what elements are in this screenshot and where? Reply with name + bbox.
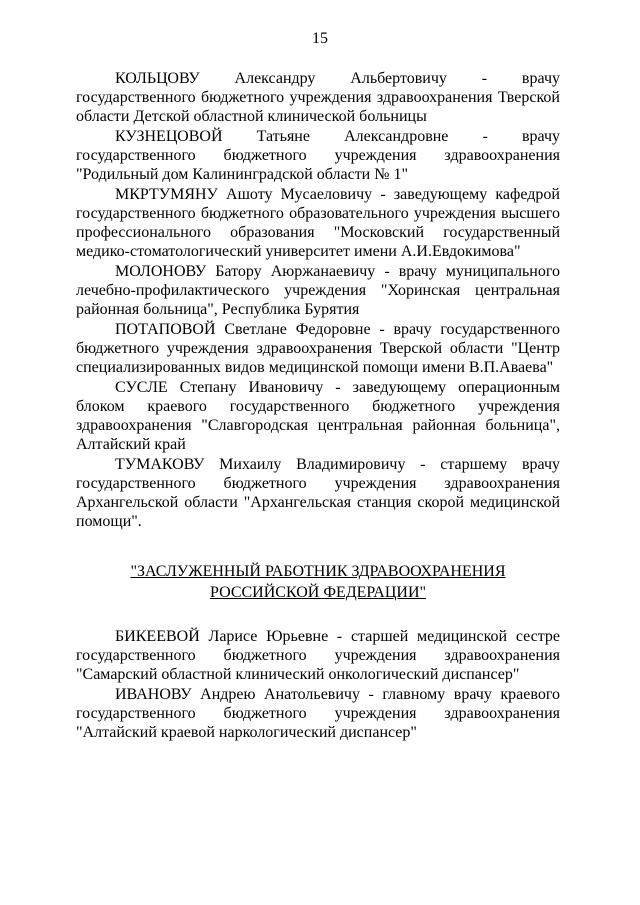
award-entry-suslya: СУСЛЕ Степану Ивановичу - заведующему операционным блоком краевого государственного бюджетного учреждения здравоохранения "Славгородская центральная районная больница", Алтайский край [76, 379, 560, 453]
award-entry-koltsov: КОЛЬЦОВУ Александру Альбертовичу - врачу государственного бюджетного учреждения здравоохранения Тверской области Детской областной клинической больницы [76, 70, 560, 125]
award-entry-bikeeva: БИКЕЕВОЙ Ларисе Юрьевне - старшей медицинской сестре государственного бюджетного учреждения здравоохранения "Самарский областной клинический онкологический диспансер" [76, 628, 560, 683]
award-entry-ivanov: ИВАНОВУ Андрею Анатольевичу - главному врачу краевого государственного бюджетного учреждения здравоохранения "Алтайский краевой наркологический диспансер" [76, 686, 560, 741]
award-entry-mkrtumyan: МКРТУМЯНУ Ашоту Мусаеловичу - заведующему кафедрой государственного бюджетного образовательного учреждения высшего профессионального образования "Московский государственный медико-стоматологический университет имени А.И.Евдокимова" [76, 186, 560, 260]
award-entry-potapova: ПОТАПОВОЙ Светлане Федоровне - врачу государственного бюджетного учреждения здравоохранения Тверской области "Центр специализированных видов медицинской помощи имени В.П.Аваева" [76, 321, 560, 376]
award-entry-kuznetsova: КУЗНЕЦОВОЙ Татьяне Александровне - врачу государственного бюджетного учреждения здравоохранения "Родильный дом Калининградской области № 1" [76, 128, 560, 183]
section-title-line-1: "ЗАСЛУЖЕННЫЙ РАБОТНИК ЗДРАВООХРАНЕНИЯ [130, 563, 506, 580]
award-entry-molonov: МОЛОНОВУ Батору Аюржанаевичу - врачу муниципального лечебно-профилактического учреждения "Хоринская центральная районная больница", Республика Бурятия [76, 263, 560, 318]
section-title [76, 561, 560, 603]
document-body [76, 69, 560, 743]
section-title-line-2: РОССИЙСКОЙ ФЕДЕРАЦИИ" [209, 584, 427, 601]
page-number: 15 [312, 30, 328, 47]
award-entry-tumakov: ТУМАКОВУ Михаилу Владимировичу - старшему врачу государственного бюджетного учреждения здравоохранения Архангельской области "Архангельская станция скорой медицинской помощи". [76, 456, 560, 530]
